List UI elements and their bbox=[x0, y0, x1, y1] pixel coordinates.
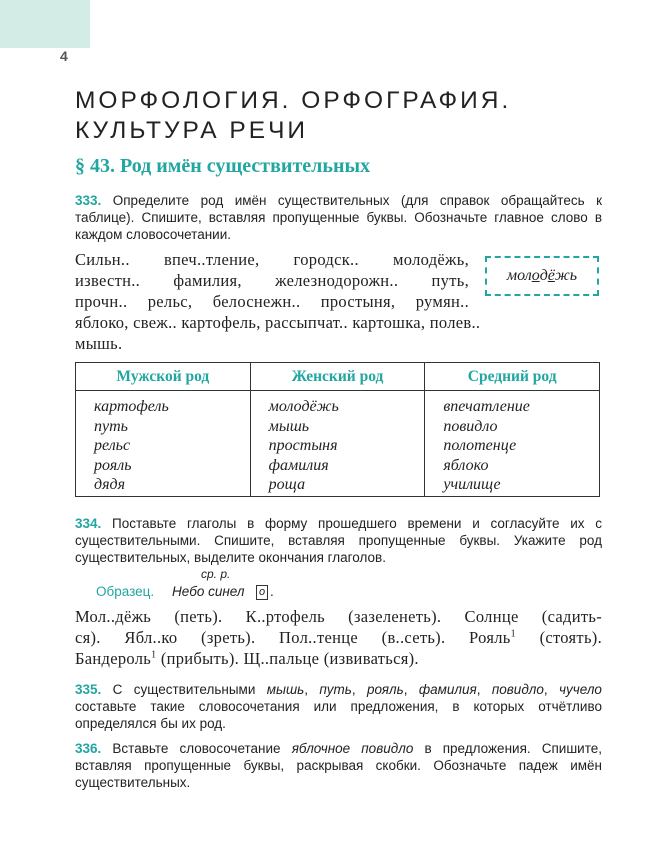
word-italic: повидло bbox=[491, 682, 544, 697]
table-cell: картофель bbox=[94, 398, 169, 415]
exercise-334-content bbox=[75, 606, 602, 669]
word-part: д bbox=[539, 267, 548, 284]
exercise-333-task bbox=[75, 192, 602, 243]
line-text: (стоять). bbox=[515, 628, 602, 647]
page-corner-tab bbox=[0, 0, 90, 48]
exercise-334-line bbox=[75, 606, 602, 627]
exercise-334-number: 334. bbox=[75, 516, 102, 531]
word-italic: фамилия bbox=[418, 682, 477, 697]
table-header: Женский род bbox=[251, 363, 425, 391]
separator: , bbox=[351, 682, 368, 697]
exercise-336-task bbox=[75, 740, 602, 791]
exercise-333-line: мышь. bbox=[75, 334, 123, 353]
word-underlined-letter: о bbox=[531, 267, 540, 284]
exercise-334-line bbox=[75, 648, 602, 669]
exercise-335-task bbox=[75, 681, 602, 732]
table-cell: повидло bbox=[443, 417, 498, 435]
exercise-333-line: яблоко, свеж.. картофель, рассыпчат.. картошка, полев.. bbox=[75, 313, 481, 332]
exercise-335-text: С существительными bbox=[112, 682, 267, 697]
word-part: мол bbox=[506, 267, 532, 284]
table-cell: впечатление bbox=[443, 398, 530, 415]
table-cell: простыня bbox=[268, 437, 338, 454]
exercise-336-text: в предложения. Спишите, вставляя пропущенные буквы, раскрывая скобки. Обозначьте падеж имён существительных. bbox=[75, 741, 602, 790]
table-cell: мышь bbox=[268, 417, 310, 435]
table-cell: рояль bbox=[94, 456, 132, 474]
table-cell: путь bbox=[94, 417, 128, 435]
gender-table bbox=[75, 362, 600, 497]
table-cell: роща bbox=[268, 476, 306, 493]
word-part: жь bbox=[554, 267, 578, 284]
word-italic: чучело bbox=[559, 682, 602, 697]
sample-ending-box: о bbox=[256, 585, 268, 600]
chapter-title-line-2: КУЛЬТУРА РЕЧИ bbox=[75, 117, 309, 144]
sample-period: . bbox=[270, 584, 274, 599]
separator: , bbox=[403, 682, 419, 697]
word-italic: путь bbox=[319, 682, 352, 697]
table-column-masculine bbox=[76, 363, 251, 496]
exercise-334-line bbox=[75, 627, 602, 648]
exercise-333-line: Сильн.. впеч..тление, городск.. молодёжь, bbox=[75, 250, 469, 269]
table-cell: молодёжь bbox=[268, 398, 339, 415]
table-column-neuter bbox=[425, 363, 599, 496]
exercise-333-number: 333. bbox=[75, 193, 102, 208]
table-cell: яблоко bbox=[443, 456, 489, 474]
exercise-336-number: 336. bbox=[75, 741, 102, 756]
chapter-title-line-1: МОРФОЛОГИЯ. ОРФОГРАФИЯ. bbox=[75, 87, 512, 114]
exercise-333-text: Определите род имён существительных (для справок обращайтесь к таблице). Спишите, вставляя пропущенные буквы. Обозначьте главное слово в каждом словосочетании. bbox=[75, 193, 602, 242]
exercise-334-text: Поставьте глаголы в форму прошедшего времени и согласуйте их с существительными. Спишите, вставляя пропущенные буквы. Укажите род существительных, выделите окончания глаголов. bbox=[75, 516, 602, 565]
table-column-feminine bbox=[251, 363, 426, 496]
spelling-word-box bbox=[485, 256, 599, 296]
exercise-336-text: Вставьте словосочетание bbox=[112, 741, 292, 756]
word-italic: рояль bbox=[367, 682, 404, 697]
exercise-334-sample bbox=[96, 567, 396, 603]
separator: , bbox=[543, 682, 560, 697]
word-underlined-letter: ё bbox=[547, 267, 555, 284]
table-cell: полотенце bbox=[443, 437, 517, 454]
page-number: 4 bbox=[60, 48, 68, 64]
sample-text: Небо синел bbox=[172, 584, 245, 599]
table-cell: рельс bbox=[94, 437, 131, 454]
line-text: Мол..дёжь (петь). К..ртофель (зазеленеть). Солнце (садить- bbox=[75, 607, 602, 626]
table-header: Мужской род bbox=[76, 363, 250, 391]
separator: , bbox=[476, 682, 492, 697]
table-cell: дядя bbox=[94, 476, 126, 493]
line-text: ся). Ябл..ко (зреть). Пол..тенце (в..сеть). Рояль bbox=[75, 628, 511, 647]
separator: , bbox=[304, 682, 320, 697]
footnote-mark: 1 bbox=[151, 649, 157, 661]
sample-gender-mark: ср. р. bbox=[201, 567, 231, 581]
sample-label: Образец. bbox=[96, 584, 155, 599]
chapter-title bbox=[75, 86, 511, 146]
section-title: § 43. Род имён существительных bbox=[75, 155, 371, 177]
exercise-333-line: прочн.. рельс, белоснежн.. простыня, румян.. bbox=[75, 292, 469, 311]
table-cell: фамилия bbox=[268, 456, 329, 474]
exercise-334-task bbox=[75, 515, 602, 566]
line-text: (прибыть). Щ..пальце (извиваться). bbox=[156, 649, 419, 668]
exercise-333-line: известн.. фамилия, железнодорожн.. путь, bbox=[75, 271, 469, 290]
exercise-335-number: 335. bbox=[75, 682, 102, 697]
table-cell: училище bbox=[443, 476, 501, 493]
phrase-italic: яблочное повидло bbox=[291, 741, 414, 756]
word-italic: мышь bbox=[266, 682, 305, 697]
table-header: Средний род bbox=[425, 363, 599, 391]
footnote-mark: 1 bbox=[510, 628, 516, 640]
line-text: Бандероль bbox=[75, 649, 152, 668]
exercise-335-text: составьте такие словосочетания или предложения, в которых отчётливо определялся бы их род. bbox=[75, 699, 602, 731]
